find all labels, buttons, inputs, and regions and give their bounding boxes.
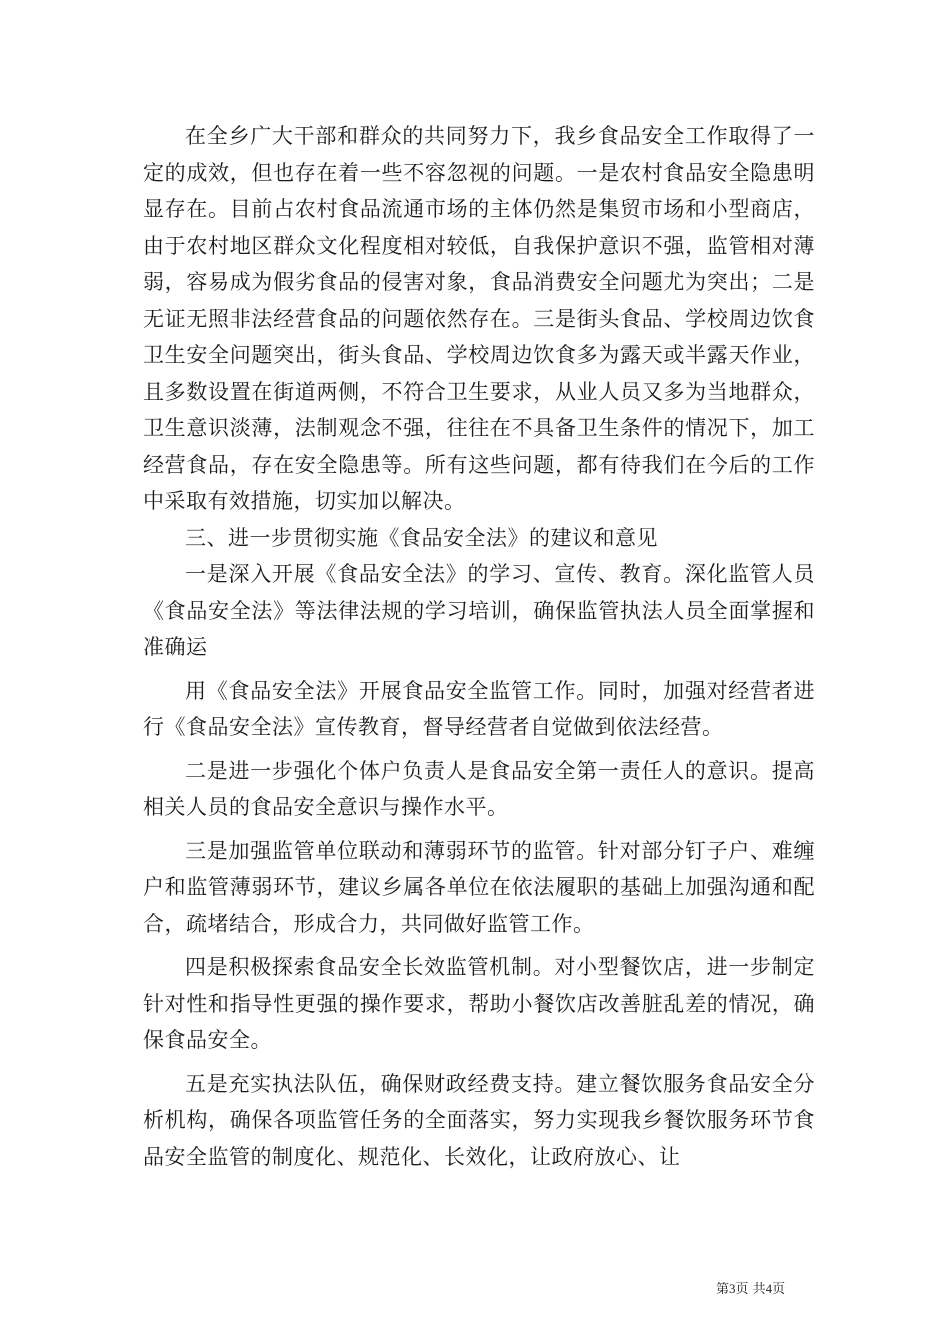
total-page-number: 4 bbox=[765, 1281, 773, 1296]
paragraph-food-safety-issues: 在全乡广大干部和群众的共同努力下，我乡食品安全工作取得了一定的成效，但也存在着一些不容忽视的问题。一是农村食品安全隐患明显存在。目前占农村食品流通市场的主体仍然是集贸市场和小型商店，由于农村地区群众文化程度相对较低，自我保护意识不强，监管相对薄弱，容易成为假劣食品的侵害对象，食品消费安全问题尤为突出；二是无证无照非法经营食品的问题依然存在。三是街头食品、学校周边饮食卫生安全问题突出，街头食品、学校周边饮食多为露天或半露天作业，且多数设置在街道两侧，不符合卫生要求，从业人员又多为当地群众，卫生意识淡薄，法制观念不强，往往在不具备卫生条件的情况下，加工经营食品，存在安全隐患等。所有这些问题，都有待我们在今后的工作中采取有效措施，切实加以解决。 bbox=[143, 124, 815, 513]
page-number-suffix: 页 bbox=[772, 1282, 786, 1297]
paragraph-suggestion-one: 一是深入开展《食品安全法》的学习、宣传、教育。深化监管人员《食品安全法》等法律法规的学习培训，确保监管执法人员全面掌握和准确运 bbox=[143, 562, 815, 659]
paragraph-suggestion-four: 四是积极探索食品安全长效监管机制。对小型餐饮店，进一步制定针对性和指导性更强的操作要求，帮助小餐饮店改善脏乱差的情况，确保食品安全。 bbox=[143, 955, 815, 1052]
page-number-middle: 页 共 bbox=[735, 1282, 766, 1297]
page-number bbox=[716, 1278, 785, 1297]
current-page-number: 3 bbox=[729, 1281, 736, 1296]
paragraph-suggestion-one-continued: 用《食品安全法》开展食品安全监管工作。同时，加强对经营者进行《食品安全法》宣传教育，督导经营者自觉做到依法经营。 bbox=[143, 678, 815, 739]
paragraph-suggestion-three: 三是加强监管单位联动和薄弱环节的监管。针对部分钉子户、难缠户和监管薄弱环节，建议乡属各单位在依法履职的基础上加强沟通和配合，疏堵结合，形成合力，共同做好监管工作。 bbox=[143, 838, 815, 936]
paragraph-suggestion-five: 五是充实执法队伍，确保财政经费支持。建立餐饮服务食品安全分析机构，确保各项监管任务的全面落实，努力实现我乡餐饮服务环节食品安全监管的制度化、规范化、长效化，让政府放心、让 bbox=[143, 1071, 815, 1169]
document-body bbox=[143, 118, 815, 1175]
page-number-prefix: 第 bbox=[716, 1282, 730, 1297]
paragraph-suggestion-two: 二是进一步强化个体户负责人是食品安全第一责任人的意识。提高相关人员的食品安全意识与操作水平。 bbox=[143, 758, 815, 819]
section-heading-suggestions: 三、进一步贯彻实施《食品安全法》的建议和意见 bbox=[185, 525, 658, 550]
